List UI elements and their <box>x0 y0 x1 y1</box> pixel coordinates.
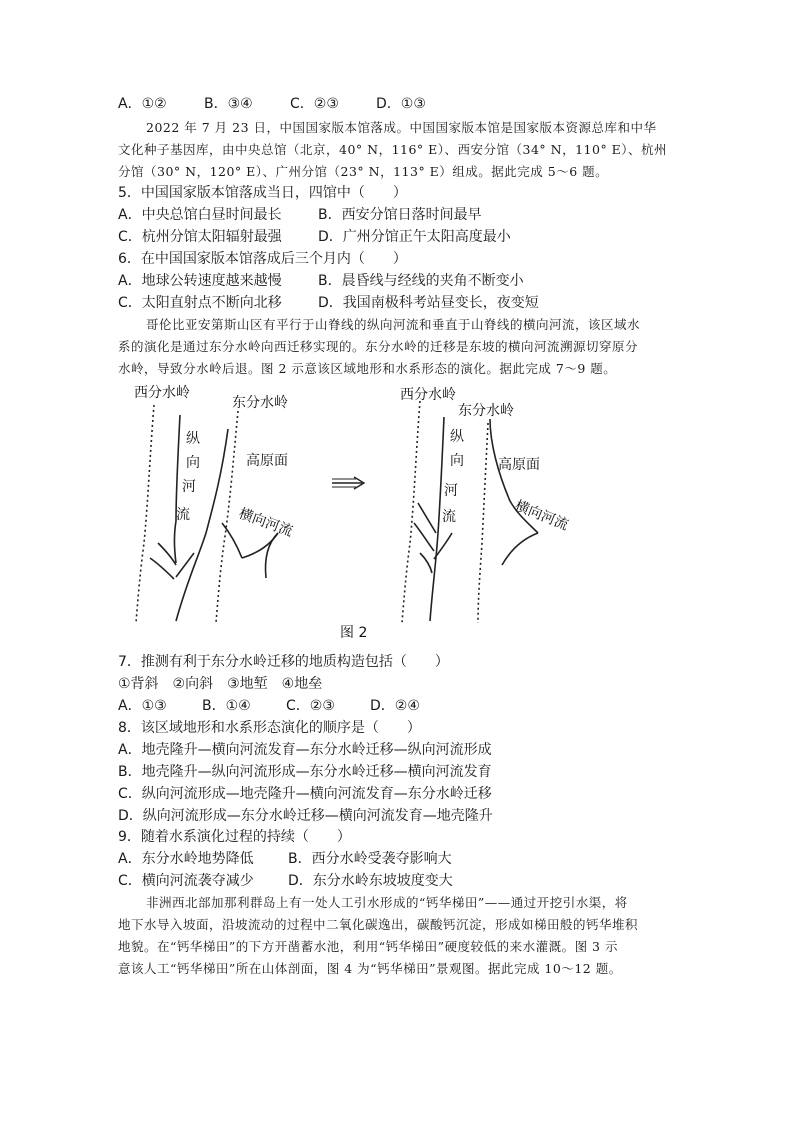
option-d: D．我国南极科考站昼变长，夜变短 <box>318 295 539 311</box>
passage-1-line: 2022 年 7 月 23 日，中国国家版本馆落成。中国国家版本馆是国家版本资源总库和中华 <box>146 120 657 135</box>
option-d: D．东分水岭东坡坡度变大 <box>288 873 453 889</box>
question-6-stem: 6．在中国国家版本馆落成后三个月内（ ） <box>118 251 407 267</box>
label-transverse-river-left: 横向河流 <box>236 505 295 540</box>
passage-3-line: 非洲西北部加那利群岛上有一处人工引水形成的“钙华梯田”——通过开挖引水渠，将 <box>146 895 628 910</box>
label-west-divide-left: 西分水岭 <box>134 385 190 401</box>
label-plateau-left: 高原面 <box>246 453 288 469</box>
question-4-options <box>118 94 426 114</box>
option-b: B．③④ <box>204 96 253 112</box>
label-river-char: 纵 <box>186 431 200 447</box>
label-river-char: 纵 <box>450 429 464 445</box>
option-a: A．①③ <box>118 698 167 714</box>
label-river-char: 河 <box>444 483 458 499</box>
option-b: B．西安分馆日落时间最早 <box>318 207 482 223</box>
question-7-stem: 7．推测有利于东分水岭迁移的地质构造包括（ ） <box>118 654 449 670</box>
east-divide-line-right <box>478 423 488 623</box>
question-8-option-d: D．纵向河流形成—东分水岭迁移—横向河流发育—地壳隆升 <box>118 808 493 824</box>
passage-1-line: 文化种子基因库，由中央总馆（北京，40° N，116° E）、西安分馆（34° N，110° E）、杭州 <box>118 142 668 157</box>
option-a: A．中央总馆白昼时间最长 <box>118 207 282 223</box>
option-b: B．西分水岭受袭夺影响大 <box>288 851 452 867</box>
figure-2-diagram <box>118 383 588 645</box>
label-plateau-right: 高原面 <box>498 457 540 473</box>
question-8-stem: 8．该区域地形和水系形态演化的顺序是（ ） <box>118 720 421 736</box>
figure-caption: 图 2 <box>340 625 368 641</box>
question-7-items: ①背斜 ②向斜 ③地堑 ④地垒 <box>118 676 323 692</box>
option-b: B．晨昏线与经线的夹角不断变小 <box>318 273 524 289</box>
passage-2-line: 哥伦比亚安第斯山区有平行于山脊线的纵向河流和垂直于山脊线的横向河流，该区域水 <box>146 317 641 332</box>
question-5-options-cd <box>118 227 511 247</box>
option-c: C．杭州分馆太阳辐射最强 <box>118 229 282 245</box>
question-8-option-b: B．地壳隆升—纵向河流形成—东分水岭迁移—横向河流发育 <box>118 764 492 780</box>
passage-3-line: 地貌。在“钙华梯田”的下方开凿蓄水池，利用“钙华梯田”硬度较低的来水灌溉。图 3 示 <box>118 939 618 954</box>
longitudinal-river-left <box>176 429 228 621</box>
label-river-char: 流 <box>176 507 190 523</box>
question-6-options-ab <box>118 271 524 291</box>
label-river-char: 流 <box>442 509 456 525</box>
option-d: D．广州分馆正午太阳高度最小 <box>318 229 511 245</box>
passage-2-line: 系的演化是通过东分水岭向西迁移实现的。东分水岭的迁移是东坡的横向河流溯源切穿原分 <box>118 339 639 354</box>
option-c: C．太阳直射点不断向北移 <box>118 295 282 311</box>
option-a: A．东分水岭地势降低 <box>118 851 254 867</box>
label-west-divide-right: 西分水岭 <box>400 387 456 403</box>
question-6-options-cd <box>118 293 539 313</box>
passage-3-line: 意该人工“钙华梯田”所在山体剖面，图 4 为“钙华梯田”景观图。据此完成 10～12 题。 <box>118 961 622 976</box>
option-d: D．②④ <box>370 698 420 714</box>
option-b: B．①④ <box>202 698 251 714</box>
option-c: C．横向河流袭夺减少 <box>118 873 254 889</box>
question-7-options <box>118 696 420 716</box>
question-9-options-cd <box>118 871 453 891</box>
question-5-options-ab <box>118 205 482 225</box>
passage-3-line: 地下水导入坡面，沿坡流动的过程中二氧化碳逸出，碳酸钙沉淀，形成如梯田般的钙华堆积 <box>118 917 639 932</box>
passage-2-line: 水岭，导致分水岭后退。图 2 示意该区域地形和水系形态的演化。据此完成 7～9 题。 <box>118 361 617 376</box>
label-east-divide-left: 东分水岭 <box>232 395 288 411</box>
option-c: C．②③ <box>290 96 339 112</box>
question-5-stem: 5．中国国家版本馆落成当日，四馆中（ ） <box>118 185 407 201</box>
option-a: A．地球公转速度越来越慢 <box>118 273 282 289</box>
label-east-divide-right: 东分水岭 <box>458 403 514 419</box>
question-8-option-a: A．地壳隆升—横向河流发育—东分水岭迁移—纵向河流形成 <box>118 742 492 758</box>
label-transverse-river-right: 横向河流 <box>512 497 571 534</box>
passage-1-line: 分馆（30° N，120° E）、广州分馆（23° N，113° E）组成。据此完成 5～6 题。 <box>118 164 609 179</box>
option-a: A．①② <box>118 96 167 112</box>
label-river-char: 向 <box>186 455 200 471</box>
question-9-options-ab <box>118 849 452 869</box>
question-9-stem: 9．随着水系演化过程的持续（ ） <box>118 829 351 845</box>
option-c: C．②③ <box>286 698 335 714</box>
question-8-option-c: C．纵向河流形成—地壳隆升—横向河流发育—东分水岭迁移 <box>118 786 492 802</box>
option-d: D．①③ <box>376 96 426 112</box>
label-river-char: 河 <box>182 479 196 495</box>
west-divide-line-right <box>402 401 420 623</box>
west-divide-line-left <box>136 405 154 623</box>
label-river-char: 向 <box>450 453 464 469</box>
east-divide-line-left <box>216 411 238 623</box>
